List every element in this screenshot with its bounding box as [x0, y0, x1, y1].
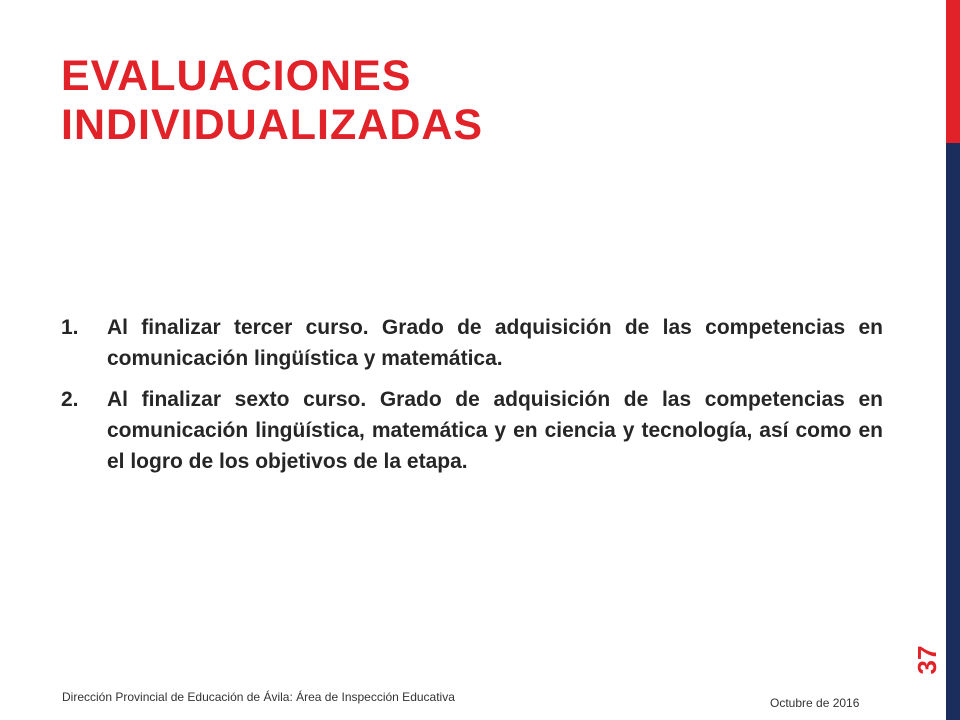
list-item: [61, 384, 883, 477]
list-item: [61, 312, 883, 374]
slide-title: [61, 52, 901, 150]
numbered-list: [61, 312, 883, 487]
page-number: 37: [912, 645, 942, 675]
accent-bar-navy: [946, 143, 960, 720]
list-item-text: Al finalizar tercer curso. Grado de adquisición de las competencias en comunicación lingüística y matemática.: [107, 316, 883, 370]
slide-title-line-1: EVALUACIONES: [61, 52, 412, 100]
list-item-number: 2.: [61, 388, 79, 411]
list-item-number: 1.: [61, 316, 79, 339]
footer-date: Octubre de 2016: [770, 696, 860, 710]
accent-bar-red: [946, 0, 960, 143]
list-item-text: Al finalizar sexto curso. Grado de adquisición de las competencias en comunicación lingüística, matemática y en ciencia y tecnología, así como en el logro de los objetivos de la etapa.: [107, 388, 883, 473]
footer-organization: Dirección Provincial de Educación de Ávila: Área de Inspección Educativa: [62, 690, 455, 704]
slide-title-line-2: INDIVIDUALIZADAS: [61, 101, 484, 149]
